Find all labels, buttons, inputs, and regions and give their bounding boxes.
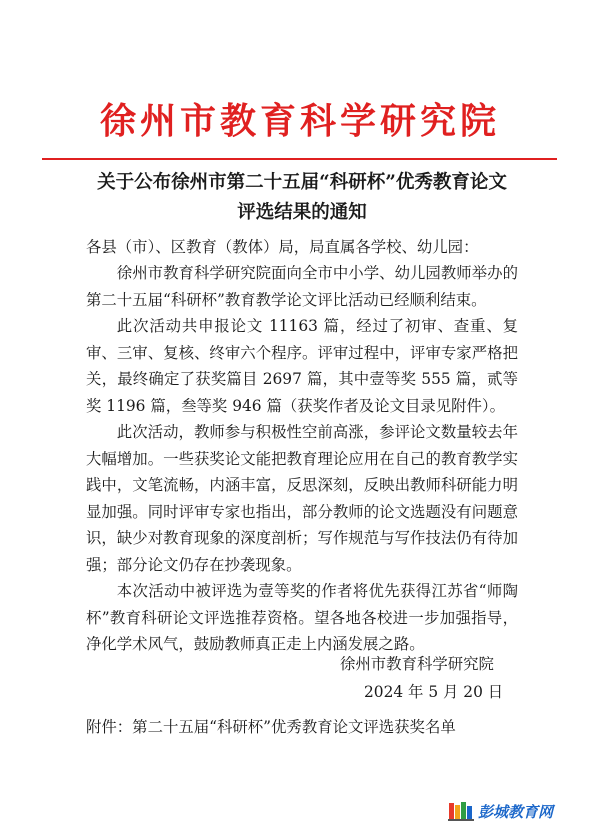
header-divider bbox=[42, 158, 557, 160]
salutation: 各县（市）、区教育（教体）局，局直属各学校、幼儿园： bbox=[86, 238, 479, 256]
paragraph: 本次活动中被评选为壹等奖的作者将优先获得江苏省“师陶杯”教育科研论文评选推荐资格。望各地各校进一步加强指导，净化学术风气，鼓励教师真正走上内涵发展之路。 bbox=[86, 582, 518, 653]
signature-date: 2024 年 5 月 20 日 bbox=[364, 683, 504, 701]
notice-body bbox=[86, 260, 518, 658]
notice-title-line1: 关于公布徐州市第二十五届“科研杯”优秀教育论文 bbox=[97, 172, 507, 193]
notice-title-line2: 评选结果的通知 bbox=[237, 202, 367, 223]
institute-header: 徐州市教育科学研究院 bbox=[99, 101, 500, 142]
paragraph: 此次活动共申报论文 11163 篇，经过了初审、查重、复审、三审、复核、终审六个程序。评审过程中，评审专家严格把关，最终确定了获奖篇目 2697 篇，其中壹等奖 555 篇，贰等奖 1196 篇，叁等奖 946 篇（获奖作者及论文目录见附件）。 bbox=[86, 317, 518, 415]
book-stack-logo-icon bbox=[448, 801, 474, 821]
paragraph: 徐州市教育科学研究院面向全市中小学、幼儿园教师举办的第二十五届“科研杯”教育教学论文评比活动已经顺利结束。 bbox=[86, 264, 518, 309]
attachment-note: 附件：第二十五届“科研杯”优秀教育论文评选获奖名单 bbox=[86, 718, 456, 736]
watermark-text: 彭城教育网 bbox=[478, 802, 554, 821]
site-watermark bbox=[448, 800, 553, 822]
paragraph: 此次活动，教师参与积极性空前高涨，参评论文数量较去年大幅增加。一些获奖论文能把教育理论应用在自己的教育教学实践中，文笔流畅，内涵丰富，反思深刻，反映出教师科研能力明显加强。同时评审专家也指出，部分教师的论文选题没有问题意识，缺少对教育现象的深度剖析；写作规范与写作技法仍有待加强；部分论文仍存在抄袭现象。 bbox=[86, 423, 518, 574]
signature-org: 徐州市教育科学研究院 bbox=[340, 655, 494, 673]
